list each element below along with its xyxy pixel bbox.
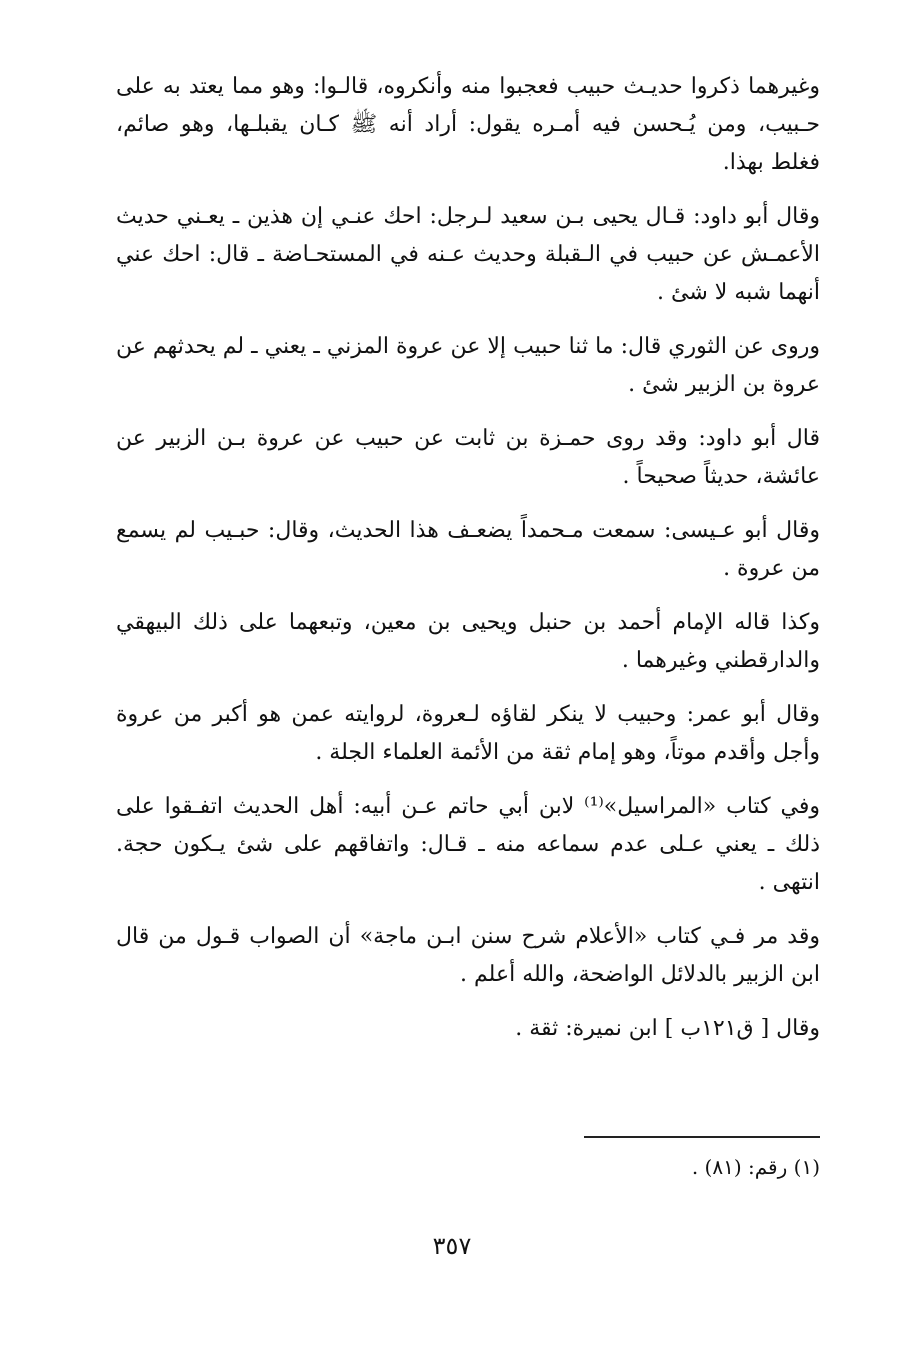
paragraph-8: وفي كتاب «المراسيل»⁽¹⁾ لابن أبي حاتم عـن أبيه: أهل الحديث اتفـقوا على ذلك ـ يعني عـلى عدم سماعه منه ـ قـال: واتفاقهم على شئ يـكون حجة. انتهى . — [116, 794, 820, 895]
paragraph-3: وروى عن الثوري قال: ما ثنا حبيب إلا عن عروة المزني ـ يعني ـ لم يحدثهم عن عروة بن الزبير شئ . — [116, 334, 820, 397]
paragraph-5: وقال أبو عـيسى: سمعت مـحمداً يضعـف هذا الحديث، وقال: حبـيب لم يسمع من عروة . — [116, 518, 820, 581]
paragraph-1: وغيرهما ذكروا حديـث حبيب فعجبوا منه وأنكروه، قالـوا: وهو مما يعتد به على حـبيب، ومن يُـحسن فيه أمـره يقول: أراد أنه ﷺ كـان يقبلـها، وهو صائم، فغلط بهذا. — [116, 74, 820, 175]
main-text — [116, 68, 820, 1048]
paragraph-7: وقال أبو عمر: وحبيب لا ينكر لقاؤه لـعروة، لروايته عمن هو أكبر من عروة وأجل وأقدم موتاً، وهو إمام ثقة من الأئمة العلماء الجلة . — [116, 702, 820, 765]
footnote-divider — [584, 1136, 820, 1138]
paragraph-2: وقال أبو داود: قـال يحيى بـن سعيد لـرجل: احك عنـي إن هذين ـ يعـني حديث الأعمـش عن حبيب في الـقبلة وحديث عـنه في المستحـاضة ـ قال: احك عني أنهما شبه لا شئ . — [116, 204, 820, 305]
page-number: ٣٥٧ — [432, 1232, 472, 1260]
paragraph-4: قال أبو داود: وقد روى حمـزة بن ثابت عن حبيب عن عروة بـن الزبير عن عائشة، حديثاً صحيحاً . — [116, 426, 820, 489]
paragraph-6: وكذا قاله الإمام أحمد بن حنبل ويحيى بن معين، وتبعهما على ذلك البيهقي والدارقطني وغيرهما . — [116, 610, 820, 673]
paragraph-10: وقال [ ق١٢١ب ] ابن نميرة: ثقة . — [515, 1016, 820, 1041]
footnote: (١) رقم: (٨١) . — [691, 1155, 820, 1179]
paragraph-9: وقد مر فـي كتاب «الأعلام شرح سنن ابـن ماجة» أن الصواب قـول من قال ابن الزبير بالدلائل الواضحة، والله أعلم . — [116, 924, 820, 987]
